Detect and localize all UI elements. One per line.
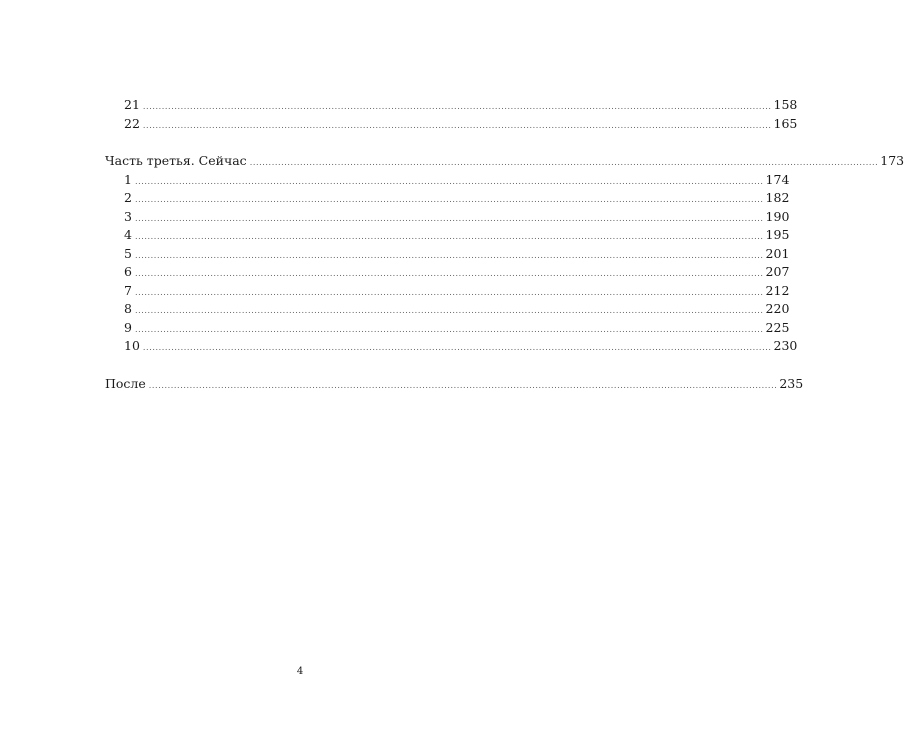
toc-entry-label: 6 [124, 264, 132, 279]
dot-leader: ........................................................................................................................................................................................................ [134, 269, 764, 278]
toc-entry-page: 195 [765, 227, 790, 242]
toc-entry-page: 230 [773, 338, 798, 353]
toc-entry-label: 10 [124, 338, 140, 353]
dot-leader: ........................................................................................................................................................................................................ [134, 195, 764, 204]
toc-entry-label: 8 [124, 301, 132, 316]
toc-entry-page: 225 [765, 319, 790, 335]
toc-entry [105, 300, 790, 319]
toc-entry-label: 2 [124, 190, 132, 205]
toc-entry-label: 7 [124, 282, 132, 298]
dot-leader: ........................................................................................................................................................................................................ [142, 343, 772, 352]
toc-entry-page: 207 [765, 264, 790, 279]
table-of-contents [105, 96, 904, 393]
dot-leader: ........................................................................................................................................................................................................ [134, 306, 764, 315]
dot-leader: ........................................................................................................................................................................................................ [142, 120, 772, 130]
dot-leader: ........................................................................................................................................................................................................ [134, 324, 764, 334]
toc-entry [105, 96, 798, 115]
dot-leader: ........................................................................................................................................................................................................ [134, 213, 764, 223]
dot-leader: ........................................................................................................................................................................................................ [142, 102, 772, 111]
toc-entry-page: 165 [773, 115, 798, 131]
dot-leader: ........................................................................................................................................................................................................ [134, 176, 764, 186]
toc-entry-page: 182 [765, 190, 790, 205]
toc-entry-page: 173 [880, 153, 904, 168]
toc-entry-label: 22 [124, 115, 140, 131]
toc-entry-label: 5 [124, 245, 132, 261]
toc-entry-page: 158 [773, 97, 798, 112]
page-number: 4 [296, 666, 304, 677]
toc-part-label: После [105, 375, 146, 391]
toc-entry [105, 263, 790, 282]
dot-leader: ........................................................................................................................................................................................................ [134, 250, 764, 260]
toc-entry-page: 220 [765, 301, 790, 316]
toc-entry-label: 3 [124, 208, 132, 224]
toc-part-entry [105, 375, 804, 394]
dot-leader: ........................................................................................................................................................................................................ [249, 158, 879, 167]
toc-entry [105, 245, 790, 264]
dot-leader: ........................................................................................................................................................................................................ [148, 380, 778, 390]
toc-entry-page: 212 [765, 282, 790, 298]
toc-entry-page: 190 [765, 208, 790, 224]
dot-leader: ........................................................................................................................................................................................................ [134, 232, 764, 241]
toc-entry-page: 174 [765, 171, 790, 187]
toc-entry-label: 4 [124, 227, 132, 242]
toc-entry [105, 115, 798, 134]
toc-entry [105, 319, 790, 338]
toc-entry [105, 282, 790, 301]
toc-entry [105, 226, 790, 245]
toc-part-entry [105, 152, 904, 171]
toc-entry-label: 1 [124, 171, 132, 187]
toc-entry [105, 208, 790, 227]
toc-entry-label: 9 [124, 319, 132, 335]
toc-part-label: Часть третья. Сейчас [105, 153, 247, 168]
dot-leader: ........................................................................................................................................................................................................ [134, 287, 764, 297]
toc-entry [105, 337, 798, 356]
toc-entry-page: 235 [779, 375, 804, 391]
toc-entry [105, 189, 790, 208]
toc-entry-page: 201 [765, 245, 790, 261]
toc-entry [105, 171, 790, 190]
toc-entry-label: 21 [124, 97, 140, 112]
